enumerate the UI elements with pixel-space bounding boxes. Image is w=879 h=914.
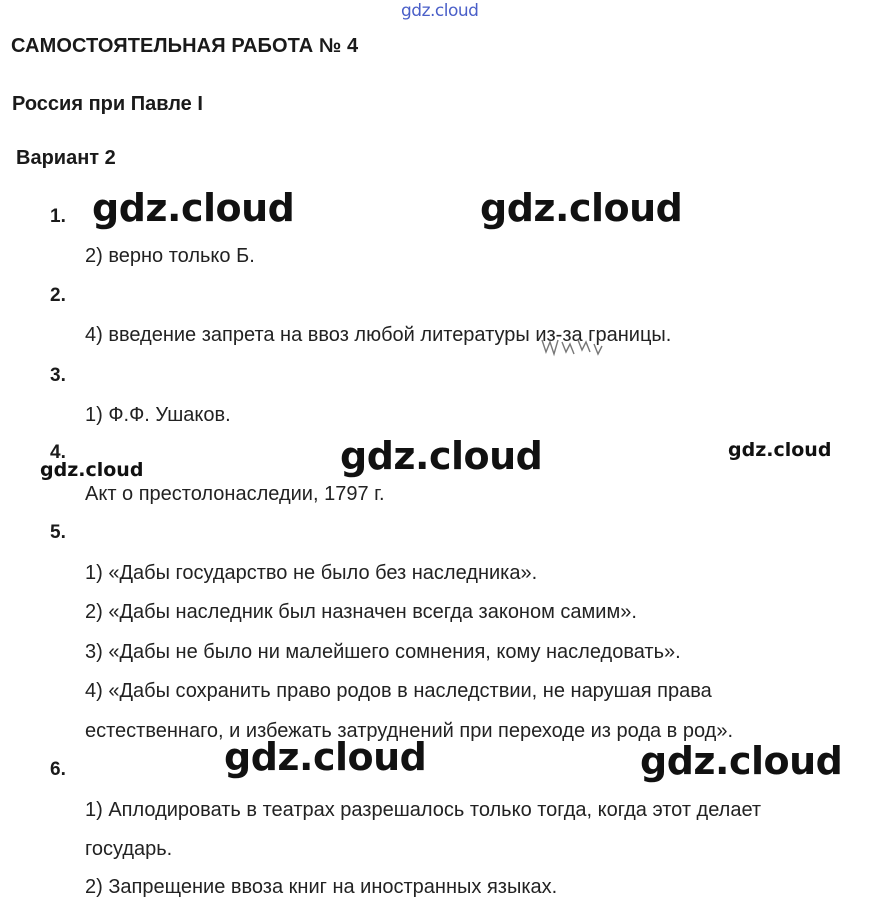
- answer-3-1: 1) Ф.Ф. Ушаков.: [85, 404, 231, 426]
- watermark-7: gdz.cloud: [640, 739, 843, 783]
- answer-6-2: государь.: [85, 838, 173, 860]
- question-number-1: 1.: [50, 206, 66, 227]
- answer-1-1: 2) верно только Б.: [85, 245, 255, 267]
- answer-5-4: 4) «Дабы сохранить право родов в наследствии, не нарушая права: [85, 680, 712, 702]
- topic-heading: Россия при Павле I: [12, 93, 203, 115]
- question-number-4: 4.: [50, 442, 66, 463]
- scribble-mark: [540, 334, 610, 358]
- answer-4-1: Акт о престолонаследии, 1797 г.: [85, 483, 385, 505]
- watermark-5: gdz.cloud: [728, 439, 832, 461]
- page-title: САМОСТОЯТЕЛЬНАЯ РАБОТА № 4: [11, 35, 359, 57]
- watermark-1: gdz.cloud: [92, 186, 295, 230]
- question-number-5: 5.: [50, 522, 66, 543]
- answer-6-3: 2) Запрещение ввоза книг на иностранных языках.: [85, 876, 558, 898]
- question-number-6: 6.: [50, 759, 66, 780]
- variant-heading: Вариант 2: [16, 147, 116, 169]
- answer-5-2: 2) «Дабы наследник был назначен всегда законом самим».: [85, 601, 637, 623]
- header-watermark: gdz.cloud: [401, 1, 479, 21]
- answer-5-3: 3) «Дабы не было ни малейшего сомнения, кому наследовать».: [85, 641, 681, 663]
- answer-2-1: 4) введение запрета на ввоз любой литературы из-за границы.: [85, 324, 672, 346]
- answer-6-1: 1) Аплодировать в театрах разрешалось только тогда, когда этот делает: [85, 799, 762, 821]
- watermark-3: gdz.cloud: [40, 459, 144, 481]
- watermark-6: gdz.cloud: [224, 735, 427, 779]
- answer-5-5: естественнаго, и избежать затруднений при переходе из рода в род».: [85, 720, 734, 742]
- watermark-4: gdz.cloud: [340, 434, 543, 478]
- watermark-2: gdz.cloud: [480, 186, 683, 230]
- question-number-2: 2.: [50, 285, 66, 306]
- question-number-3: 3.: [50, 365, 66, 386]
- answer-5-1: 1) «Дабы государство не было без наследника».: [85, 562, 538, 584]
